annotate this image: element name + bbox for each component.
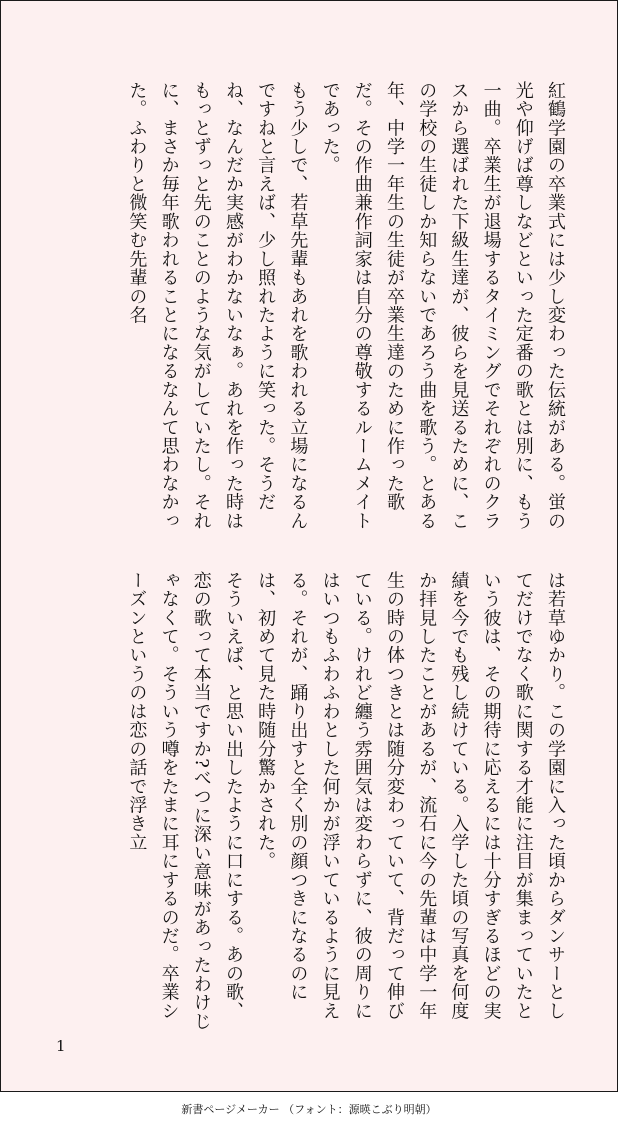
text-block-lower bbox=[56, 571, 571, 1031]
paragraph: 紅鶴学園の卒業式には少し変わった伝統がある。蛍の光や仰げば尊しなどといった定番の歌とは別に、もう一曲。卒業生が退場するタイミングでそれぞれのクラスから選ばれた下級生達が、彼らを見送るために、この学校の生徒しか知らないであろう曲を歌う。とある年、中学一年生の生徒が卒業生達のために作った歌だ。その作曲兼作詞家は自分の尊敬するルームメイトであった。 bbox=[319, 81, 566, 531]
page-number: 1 bbox=[56, 1037, 66, 1055]
text-block-upper bbox=[56, 81, 571, 541]
footer-caption: 新書ページメーカー （フォント：源暎こぶり明朝） bbox=[181, 1103, 437, 1116]
paragraph: そういえば、と思い出したように口にする。あの歌、恋の歌って本当ですか?べつに深い意味があったわけじゃなくて。そういう噂をたまに耳にするのだ。卒業シーズンというのは恋の話で浮き立 bbox=[126, 571, 244, 1031]
paragraph: は若草ゆかり。この学園に入った頃からダンサーとしてだけでなく歌に関する才能に注目が集まっていたという彼は、その期待に応えるには十分すぎるほどの実績を今でも残し続けている。入学した頃の写真を何度か拝見したことがあるが、流石に今の先輩は中学一年生の時の体つきとは随分変わっていて、背だって伸びている。けれど纏う雰囲気は変わらずに、彼の周りにはいつもふわふわとした何かが浮いているように見える。それが、踊り出すと全く別の顔つきになるのには、初めて見た時随分驚かされた。 bbox=[255, 571, 566, 1021]
paragraph: もう少しで、若草先輩もあれを歌われる立場になるんですねと言えば、少し照れたように笑った。そうだね、なんだか実感がわかないなぁ。あれを作った時はもっとずっと先のことのような気がしていたし。それに、まさか毎年歌われることになるなんて思わなかった。ふわりと微笑む先輩の名 bbox=[126, 81, 309, 531]
